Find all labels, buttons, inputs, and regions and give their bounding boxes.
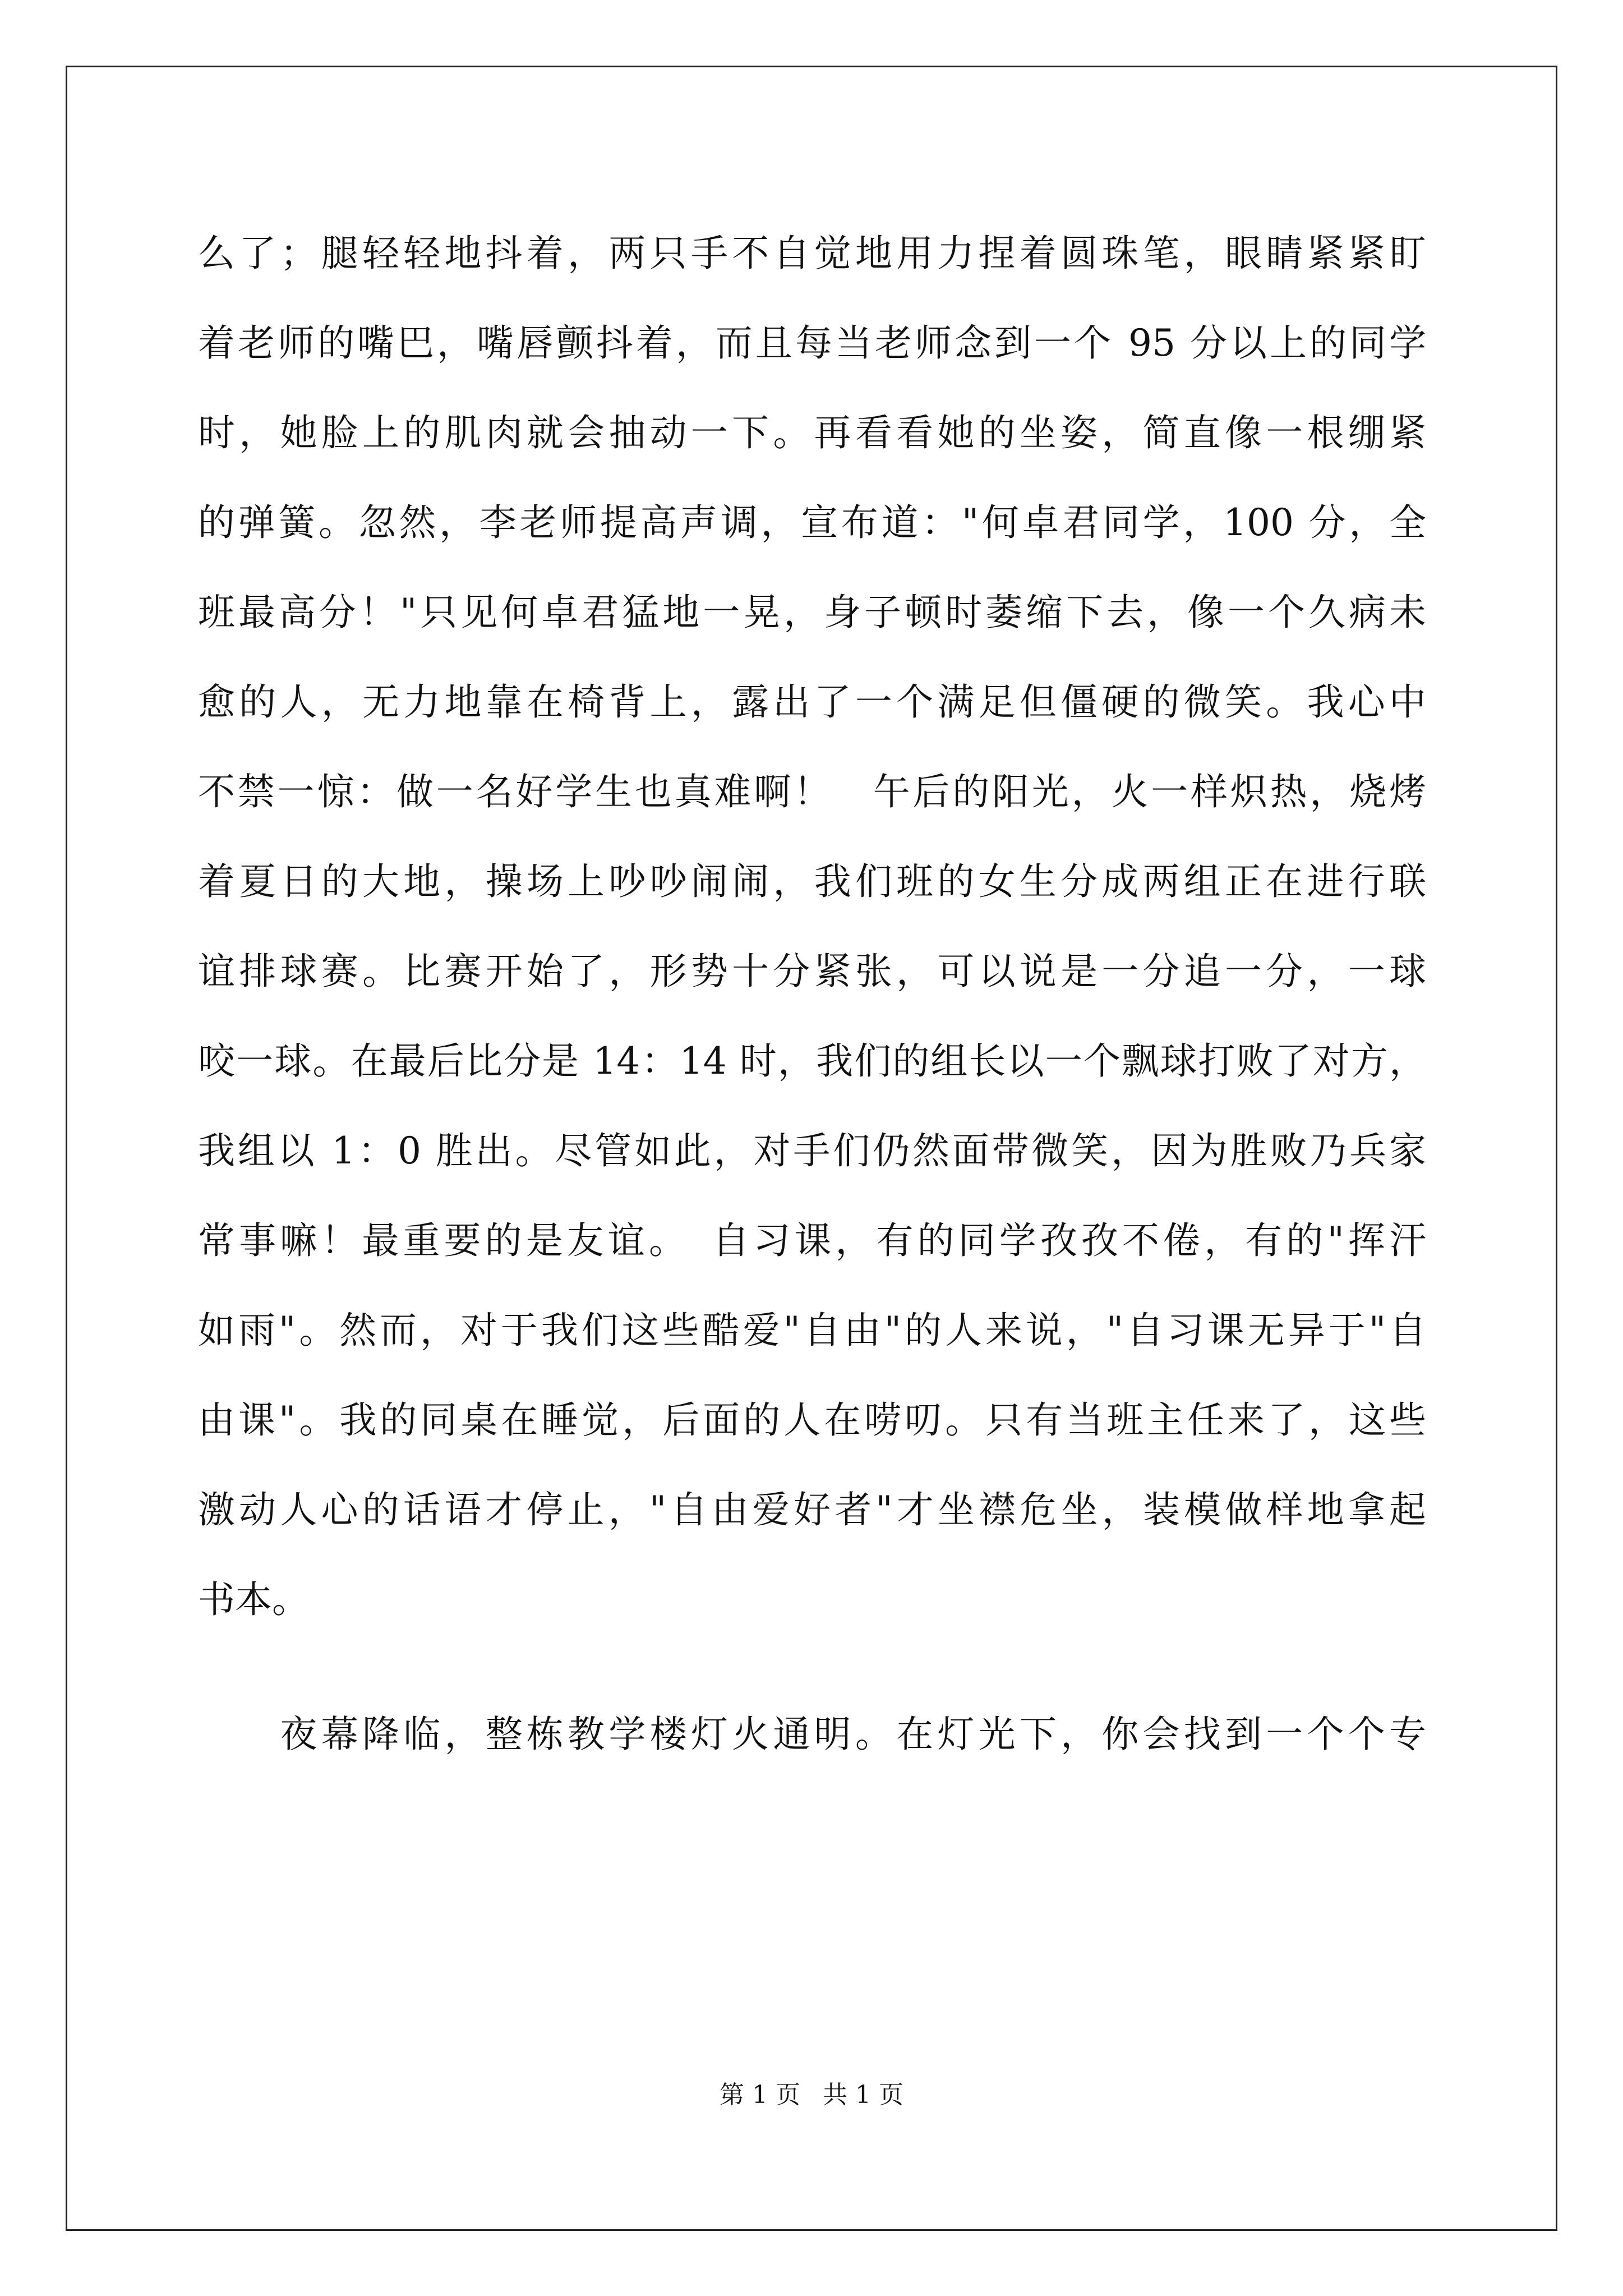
text-line-3: 时，她脸上的肌肉就会抽动一下。再看看她的坐姿，简直像一根绷紧 — [198, 411, 1426, 454]
page-total: 共 1 页 — [823, 2081, 903, 2109]
text-line-9: 谊排球赛。比赛开始了，形势十分紧张，可以说是一分追一分，一球 — [198, 950, 1426, 993]
text-line-13: 如雨"。然而，对于我们这些酷爱"自由"的人来说，"自习课无异于"自 — [198, 1309, 1426, 1352]
text-line-15: 激动人心的话语才停止，"自由爱好者"才坐襟危坐，装模做样地拿起 — [198, 1488, 1426, 1531]
text-line-1: 么了；腿轻轻地抖着，两只手不自觉地用力捏着圆珠笔，眼睛紧紧盯 — [198, 232, 1426, 275]
text-line-10: 咬一球。在最后比分是 14：14 时，我们的组长以一个飘球打败了对方， — [198, 1039, 1426, 1083]
text-line-16: 书本。 — [198, 1578, 309, 1621]
text-line-6: 愈的人，无力地靠在椅背上，露出了一个满足但僵硬的微笑。我心中 — [198, 680, 1426, 724]
document-body — [198, 209, 1426, 1779]
page-number: 第 1 页 — [720, 2081, 800, 2109]
text-line-8: 着夏日的大地，操场上吵吵闹闹，我们班的女生分成两组正在进行联 — [198, 860, 1426, 903]
text-line-14: 由课"。我的同桌在睡觉，后面的人在唠叨。只有当班主任来了，这些 — [198, 1398, 1426, 1442]
text-line-7: 不禁一惊：做一名好学生也真难啊！ 午后的阳光，火一样炽热，烧烤 — [198, 770, 1426, 813]
text-line-11: 我组以 1：0 胜出。尽管如此，对手们仍然面带微笑，因为胜败乃兵家 — [198, 1129, 1426, 1172]
text-line-5: 班最高分！"只见何卓君猛地一晃，身子顿时萎缩下去，像一个久病未 — [198, 591, 1426, 634]
paragraph-start-line: 夜幕降临，整栋教学楼灯火通明。在灯光下，你会找到一个个专 — [198, 1713, 1426, 1756]
page-footer — [0, 2078, 1623, 2112]
text-line-12: 常事嘛！最重要的是友谊。 自习课，有的同学孜孜不倦，有的"挥汗 — [198, 1219, 1426, 1262]
text-line-2: 着老师的嘴巴，嘴唇颤抖着，而且每当老师念到一个 95 分以上的同学 — [198, 321, 1426, 365]
text-line-4: 的弹簧。忽然，李老师提高声调，宣布道："何卓君同学，100 分，全 — [198, 501, 1426, 544]
